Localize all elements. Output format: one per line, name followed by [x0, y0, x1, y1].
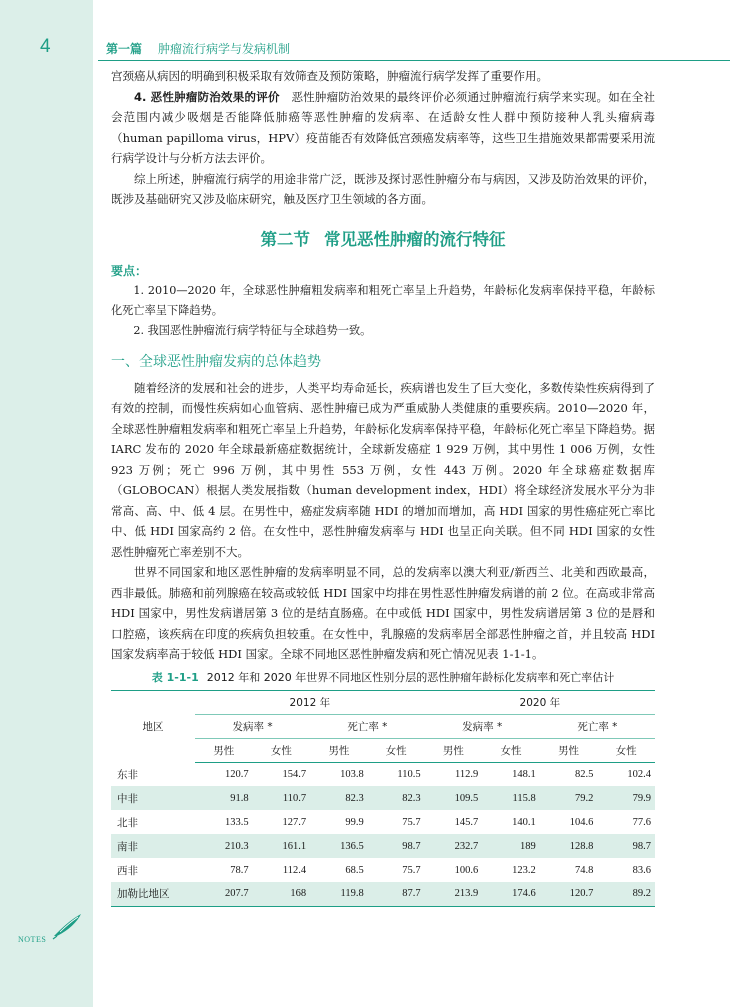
table-cell-value: 87.7: [368, 882, 425, 906]
table-cell-value: 109.5: [454, 792, 479, 804]
table-cell-region: 东非: [117, 768, 138, 781]
table-number: 表 1-1-1: [151, 670, 199, 684]
table-header-mortality-2012: 死亡率 *: [310, 714, 424, 738]
table-body: [111, 762, 655, 906]
paragraph-summary: 综上所述，肿瘤流行病学的用途非常广泛，既涉及探讨恶性肿瘤分布与病因，又涉及防治效果的评价，既涉及基础研究又涉及临床研究，触及医疗卫生领域的各方面。: [111, 171, 655, 206]
table-cell-value: 91.8: [230, 792, 249, 804]
table-row: [111, 882, 655, 906]
table-header-region: 地区: [111, 690, 195, 762]
header-title: 肿瘤流行病学与发病机制: [158, 42, 291, 56]
table-cell-value: 120.7: [224, 768, 249, 780]
table-cell-value: 83.6: [632, 864, 651, 876]
table-cell-value: 154.7: [282, 768, 307, 780]
table-cell-region: 加勒比地区: [111, 882, 195, 906]
table-cell-value: 140.1: [512, 816, 536, 828]
table-cell-value: 68.5: [345, 864, 364, 876]
table-cell-value: 207.7: [195, 882, 253, 906]
table-cell-value: 98.7: [402, 840, 421, 852]
section-title: [111, 227, 655, 253]
table-cell-value: 82.5: [574, 768, 594, 780]
table-cell-value: 161.1: [282, 840, 307, 852]
table-cell-value: 119.8: [310, 882, 368, 906]
table-cell-value: 89.2: [597, 882, 655, 906]
table-cell-value: 115.8: [512, 792, 536, 804]
table-cell-value: 210.3: [224, 840, 249, 852]
table-cell-value: 123.2: [512, 864, 536, 876]
table-cell-value: 75.7: [402, 816, 421, 828]
table-cell-value: 110.5: [397, 768, 421, 780]
table-cell-region: 西非: [117, 864, 138, 877]
table-cell-value: 148.1: [512, 768, 536, 780]
paragraph-regional-differences: 世界不同国家和地区恶性肿瘤的发病率明显不同，总的发病率以澳大利亚/新西兰、北美和西欧最高，西非最低。肺癌和前列腺癌在较高或较低 HDI 国家中均排在男性恶性肿瘤发病谱的前 2 位。在高或非常高 HDI 国家中，男性发病谱居第 3 位的是结直肠癌。在中或低 HDI 国家中，男性发病谱居第 3 位的是唇和口腔癌，该疾病在印度的疾病负担较重。在女性中，乳腺癌的发病率居全部恶性肿瘤之首，并且较高 HDI 国家发病率高于较低 HDI 国家。全球不同地区恶性肿瘤发病和死亡情况见表 1-1-1。: [111, 565, 655, 661]
table-cell-value: 99.9: [345, 816, 364, 828]
subsection-title: 一、全球恶性肿瘤发病的总体趋势: [111, 353, 321, 370]
key-points-label: 要点：: [111, 263, 148, 278]
table-header-year-2012: 2012 年: [195, 690, 425, 714]
table-cell-value: 133.5: [224, 816, 249, 828]
notes-margin-mark: [18, 918, 82, 944]
section-number: 第二节: [260, 229, 310, 249]
table-cell-value: 168: [253, 882, 311, 906]
table-cell-value: 189: [520, 840, 536, 852]
table-cell-value: 136.5: [340, 840, 364, 852]
table-header-sex: 女性: [368, 738, 425, 762]
table-header-year-2020: 2020 年: [425, 690, 655, 714]
paragraph-evaluation: [111, 87, 655, 169]
incidence-mortality-table: [111, 690, 655, 907]
table-header-sex: 女性: [597, 738, 655, 762]
table-row: [111, 834, 655, 858]
table-cell-value: 127.7: [282, 816, 307, 828]
table-cell-value: 74.8: [574, 864, 594, 876]
table-cell-value: 110.7: [282, 792, 307, 804]
header-rule: [98, 60, 730, 61]
table-header-sex: 男性: [195, 738, 253, 762]
table-cell-value: 102.4: [627, 768, 651, 780]
table-cell-value: 145.7: [454, 816, 479, 828]
table-caption: [111, 670, 655, 686]
notes-label: NOTES: [18, 935, 47, 944]
table-row: [111, 810, 655, 834]
table-header-incidence-2020: 发病率 *: [425, 714, 540, 738]
table-cell-value: 128.8: [569, 840, 594, 852]
table-cell-value: 77.6: [632, 816, 651, 828]
pen-icon: [50, 912, 84, 940]
table-cell-region: 中非: [117, 792, 138, 805]
paragraph-evaluation-text: 恶性肿瘤防治效果的最终评价必须通过肿瘤流行病学来实现。如在全社会范围内减少吸烟是否能降低肺癌等恶性肿瘤的发病率、在适龄女性人群中预防接种人乳头瘤病毒（human papilloma virus，HPV）疫苗能否有效降低宫颈癌发病率等，这些卫生措施效果都需要采用流行病学设计与分析方法去评价。: [111, 89, 655, 165]
table-row: [111, 786, 655, 810]
page-number: 4: [40, 36, 51, 57]
main-content: [111, 66, 655, 907]
table-cell-value: 174.6: [482, 882, 540, 906]
header-part-label: 第一篇: [106, 42, 143, 56]
paragraph-global-trend: 随着经济的发展和社会的进步，人类平均寿命延长，疾病谱也发生了巨大变化，多数传染性疾病得到了有效的控制，而慢性疾病如心血管病、恶性肿瘤已成为严重威胁人类健康的重要疾病。2010—2020 年，全球恶性肿瘤粗发病率和粗死亡率呈上升趋势，年龄标化发病率保持平稳，年龄标化死亡率呈下降趋势。据 IARC 发布的 2020 年全球最新癌症数据统计，全球新发癌症 1 929 万例，其中男性 1 006 万例，女性 923 万例；死亡 996 万例，其中男性 553 万例，女性 443 万例。2020 年全球癌症数据库（GLOBOCAN）根据人类发展指数（human development index，HDI）将全球经济发展水平分为非常高、高、中、低 4 层。在男性中，癌症发病率随 HDI 的增加而增加，高 HDI 国家的男性癌症死亡率比中、低 HDI 国家高约 2 倍。在女性中，恶性肿瘤发病率与 HDI 也呈正向关联。但不同 HDI 国家的女性恶性肿瘤死亡率差别不大。: [111, 380, 655, 559]
table-cell-value: 79.2: [574, 792, 594, 804]
table-row: [111, 762, 655, 786]
table-cell-value: 120.7: [540, 882, 598, 906]
table-cell-value: 213.9: [425, 882, 483, 906]
table-cell-region: 南非: [117, 840, 138, 853]
table-cell-value: 100.6: [454, 864, 479, 876]
table-header-sex: 男性: [540, 738, 598, 762]
table-cell-region: 北非: [117, 816, 138, 829]
table-cell-value: 79.9: [632, 792, 651, 804]
table-header-sex: 女性: [253, 738, 311, 762]
table-cell-value: 104.6: [569, 816, 594, 828]
table-header-sex: 女性: [482, 738, 540, 762]
table-cell-value: 75.7: [402, 864, 421, 876]
table-cell-value: 112.4: [282, 864, 307, 876]
table-header-mortality-2020: 死亡率 *: [540, 714, 655, 738]
paragraph-evaluation-lead: 4. 恶性肿瘤防治效果的评价: [134, 89, 280, 104]
table-cell-value: 78.7: [230, 864, 249, 876]
key-point-item: 1. 2010—2020 年，全球恶性肿瘤粗发病率和粗死亡率呈上升趋势，年龄标化发病率保持平稳，年龄标化死亡率呈下降趋势。: [111, 283, 655, 317]
table-caption-text: 2012 年和 2020 年世界不同地区性别分层的恶性肿瘤年龄标化发病率和死亡率估计: [206, 670, 615, 684]
table-header-sex: 男性: [310, 738, 368, 762]
table-cell-value: 112.9: [454, 768, 479, 780]
table-cell-value: 82.3: [345, 792, 364, 804]
section-name: 常见恶性肿瘤的流行特征: [324, 229, 506, 249]
table-header-incidence-2012: 发病率 *: [195, 714, 310, 738]
table-header-sex: 男性: [425, 738, 483, 762]
paragraph-cervical-cancer: 宫颈癌从病因的明确到积极采取有效筛查及预防策略，肿瘤流行病学发挥了重要作用。: [111, 69, 548, 83]
side-margin-strip: [0, 0, 93, 1007]
key-point-item: 2. 我国恶性肿瘤流行病学特征与全球趋势一致。: [133, 323, 372, 337]
table-cell-value: 82.3: [402, 792, 421, 804]
table-cell-value: 98.7: [632, 840, 651, 852]
table-cell-value: 103.8: [340, 768, 364, 780]
table-cell-value: 232.7: [454, 840, 479, 852]
table-row: [111, 858, 655, 882]
